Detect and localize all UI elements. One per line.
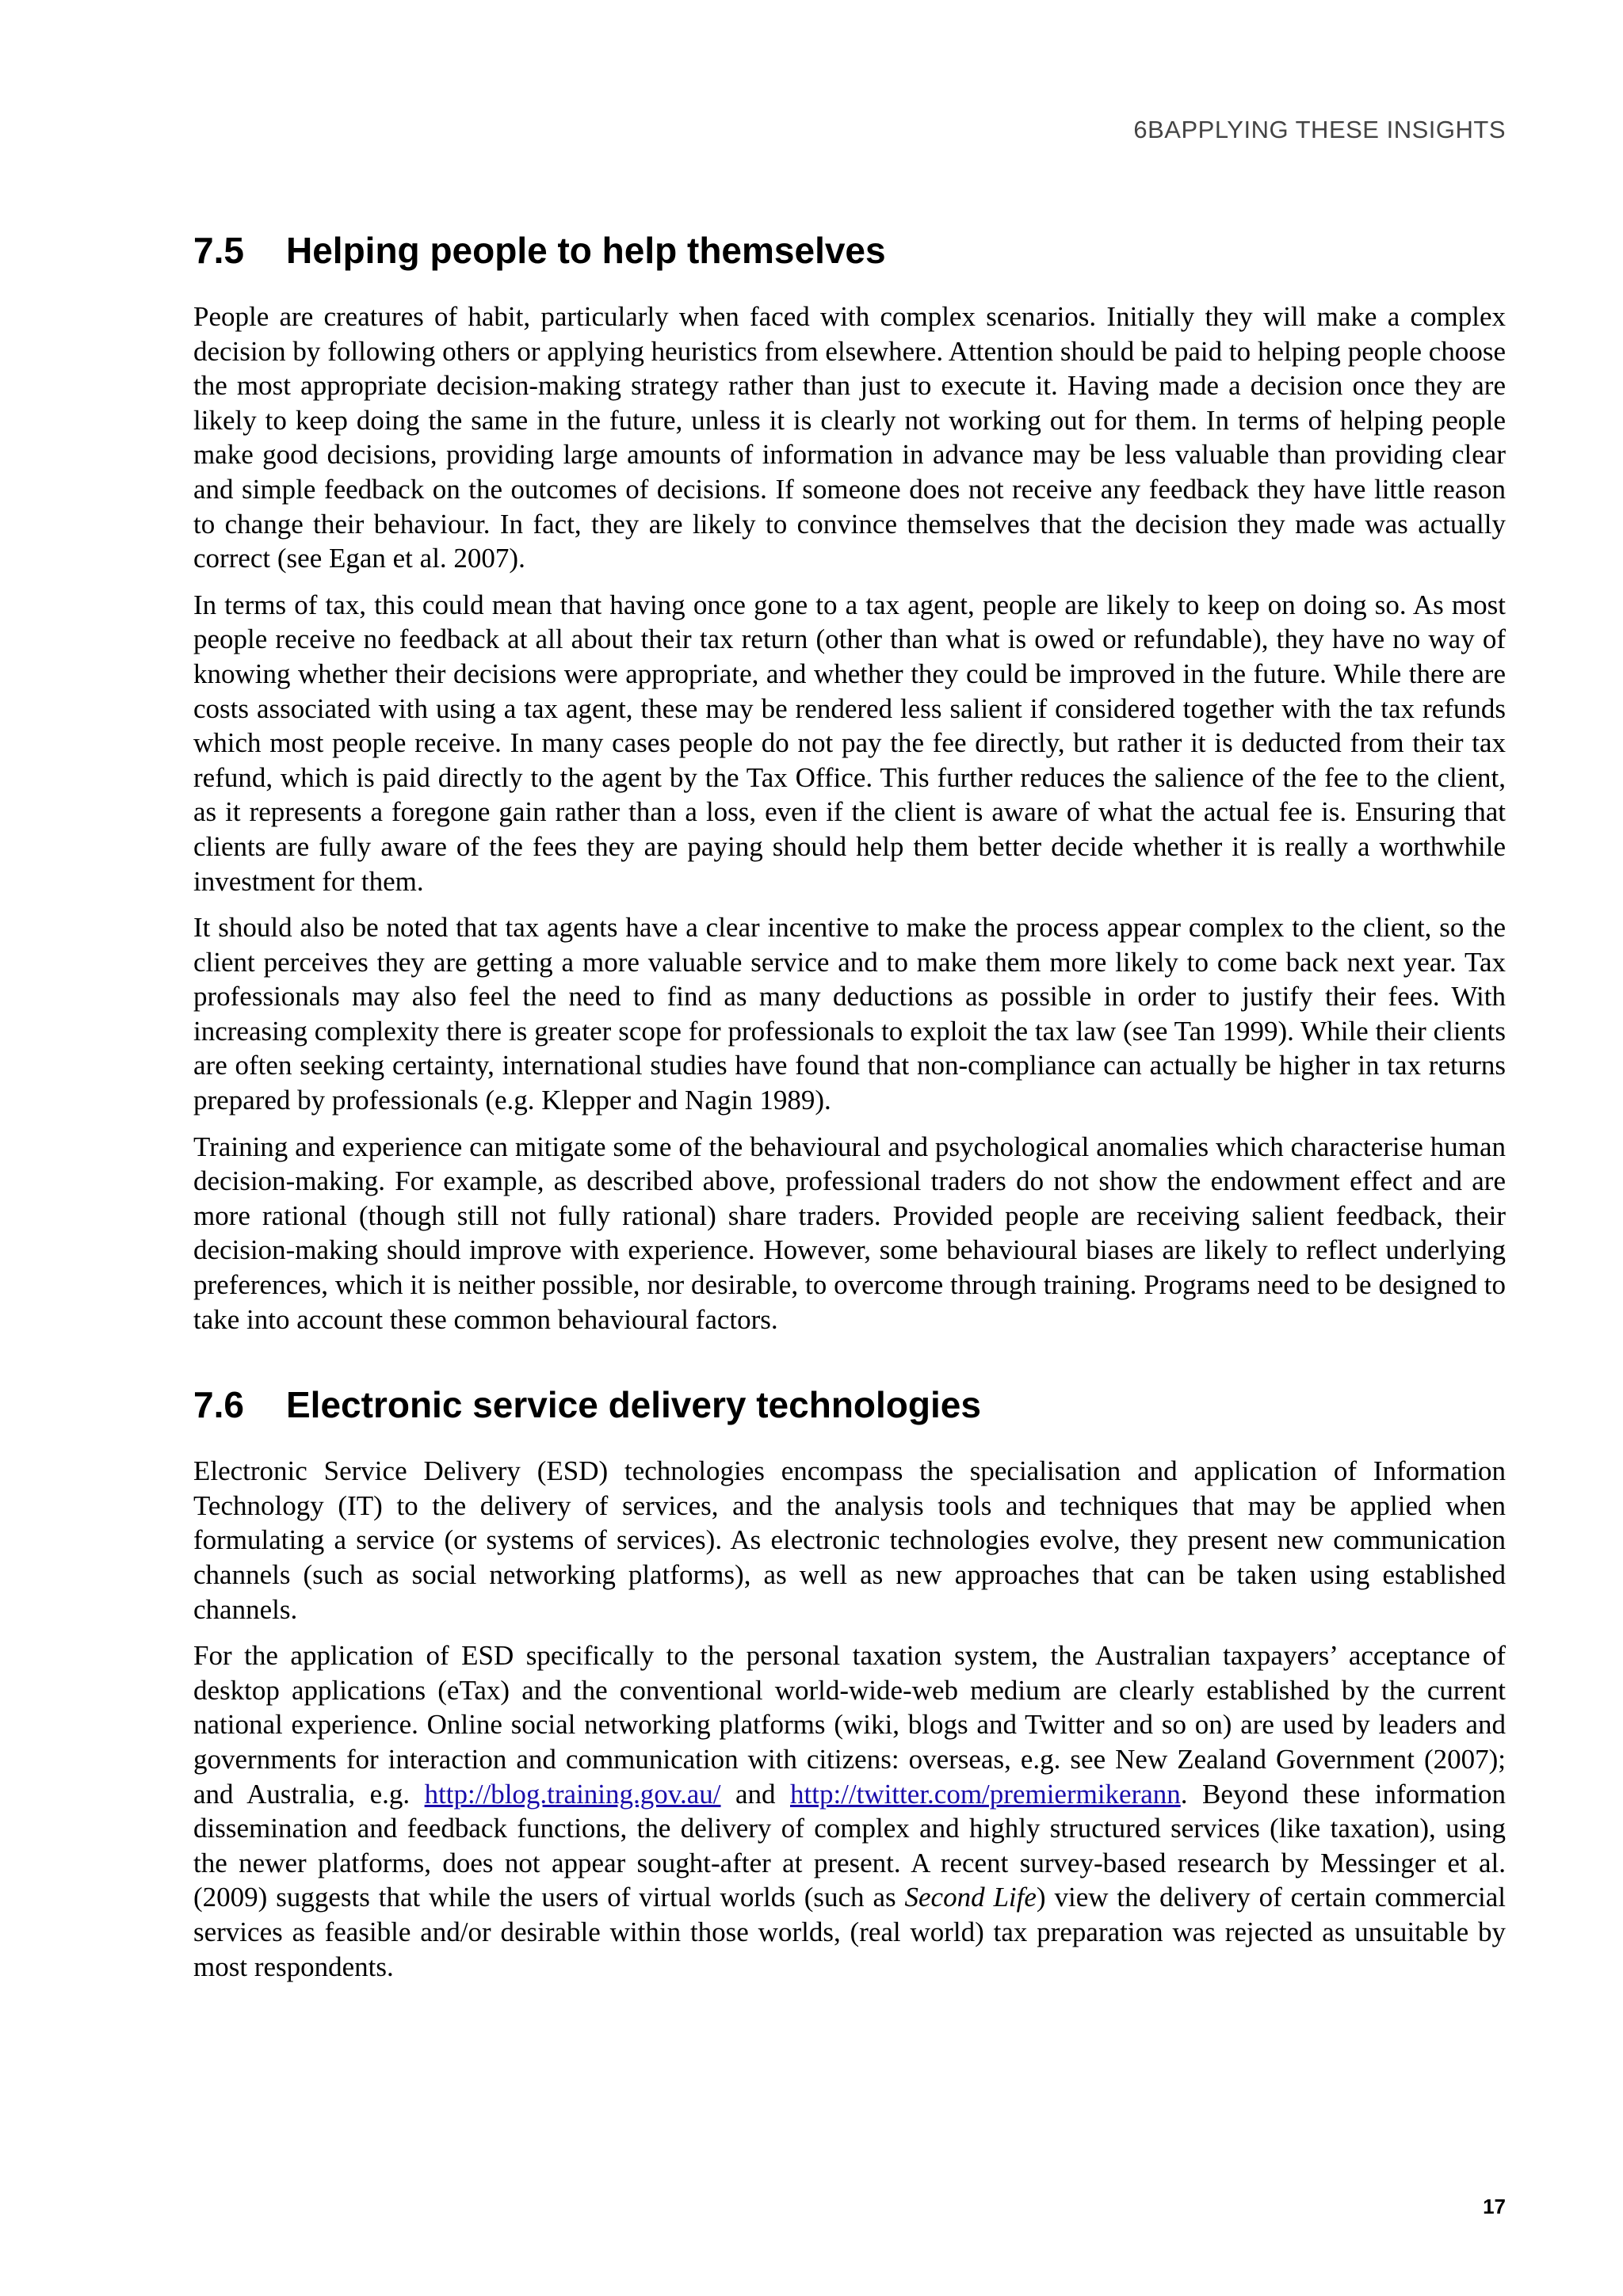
paragraph: It should also be noted that tax agents have a clear incentive to make the process appear complex to the client, so the client perceives they are getting a more valuable service and to make them more likely to come back next year. Tax professionals may also feel the need to find as many deductions as possible in order to justify their fees. With increasing complexity there is greater scope for professionals to exploit the tax law (see Tan 1999). While their clients are often seeking certainty, international studies have found that non-compliance can actually be higher in tax returns prepared by professionals (e.g. Klepper and Nagin 1989).: [193, 912, 1506, 1116]
paragraph-esd-taxation: [193, 1638, 1506, 1984]
paragraph: Electronic Service Delivery (ESD) technologies encompass the specialisation and application of Information Technology (IT) to the delivery of services, and the analysis tools and techniques that may be applied when formulating a service (or systems of services). As electronic technologies evolve, they present new communication channels (such as social networking platforms), as well as new approaches that can be taken using established channels.: [193, 1455, 1506, 1625]
blog-training-link[interactable]: http://blog.training.gov.au/: [424, 1778, 721, 1810]
section-number: 7.6: [193, 1384, 244, 1426]
twitter-premier-link[interactable]: http://twitter.com/premiermikerann: [790, 1778, 1181, 1810]
page-content: [193, 227, 1506, 1996]
paragraph: People are creatures of habit, particularly when faced with complex scenarios. Initially they will make a complex decision by following others or applying heuristics from elsewhere. Attention should be paid to helping people choose the most appropriate decision-making strategy rather than just to execute it. Having made a decision once they are likely to keep doing the same in the future, unless it is clearly not working out for them. In terms of helping people make good decisions, providing large amounts of information in advance may be less valuable than providing clear and simple feedback on the outcomes of decisions. If someone does not receive any feedback they have little reason to change their behaviour. In fact, they are likely to convince themselves that the decision they made was actually correct (see Egan et al. 2007).: [193, 301, 1506, 574]
section-number: 7.5: [193, 230, 244, 271]
paragraph-text: and: [720, 1778, 790, 1810]
section-heading-7-6: [193, 1381, 1506, 1428]
section-title: Helping people to help themselves: [286, 230, 886, 271]
paragraph-text: . Beyond these information dissemination and feedback functions, the delivery of complex and highly structured services (like taxation), using the newer platforms, does not appear sought-after at present. A recent survey-based research by Messinger et al. (2009) suggests that while the users of virtual worlds (such as: [193, 1778, 1506, 1913]
paragraph: Training and experience can mitigate some of the behavioural and psychological anomalies which characterise human decision-making. For example, as described above, professional traders do not show the endowment effect and are more rational (though still not fully rational) share traders. Provided people are receiving salient feedback, their decision-making should improve with experience. However, some behavioural biases are likely to reflect underlying preferences, which it is neither possible, nor desirable, to overcome through training. Programs need to be designed to take into account these common behavioural factors.: [193, 1131, 1506, 1335]
paragraph: In terms of tax, this could mean that having once gone to a tax agent, people are likely to keep on doing so. As most people receive no feedback at all about their tax return (other than what is owed or refundable), they have no way of knowing whether their decisions were appropriate, and whether they could be improved in the future. While there are costs associated with using a tax agent, these may be rendered less salient if considered together with the tax refunds which most people receive. In many cases people do not pay the fee directly, but rather it is deducted from their tax refund, which is paid directly to the agent by the Tax Office. This further reduces the salience of the fee to the client, as it represents a foregone gain rather than a loss, even if the client is aware of what the actual fee is. Ensuring that clients are fully aware of the fees they are paying should help them better decide whether it is really a worthwhile investment for them.: [193, 589, 1506, 897]
paragraph-text: ) view the delivery of certain commercial services as feasible and/or desirable within those worlds, (real world) tax preparation was rejected as unsuitable by most respondents.: [193, 1882, 1506, 1982]
italic-term: Second Life: [904, 1882, 1037, 1913]
paragraph-text: For the application of ESD specifically to the personal taxation system, the Australian taxpayers’ acceptance of desktop applications (eTax) and the conventional world-wide-web medium are clearly established by the current national experience. Online social networking platforms (wiki, blogs and Twitter and so on) are used by leaders and governments for interaction and communication with citizens: overseas, e.g. see New Zealand Government (2007); and Australia, e.g.: [193, 1640, 1506, 1810]
section-heading-7-5: [193, 227, 1506, 274]
section-title: Electronic service delivery technologies: [286, 1384, 981, 1426]
running-header: 6BAPPLYING THESE INSIGHTS: [1133, 116, 1506, 143]
page-number: 17: [1483, 2195, 1506, 2218]
